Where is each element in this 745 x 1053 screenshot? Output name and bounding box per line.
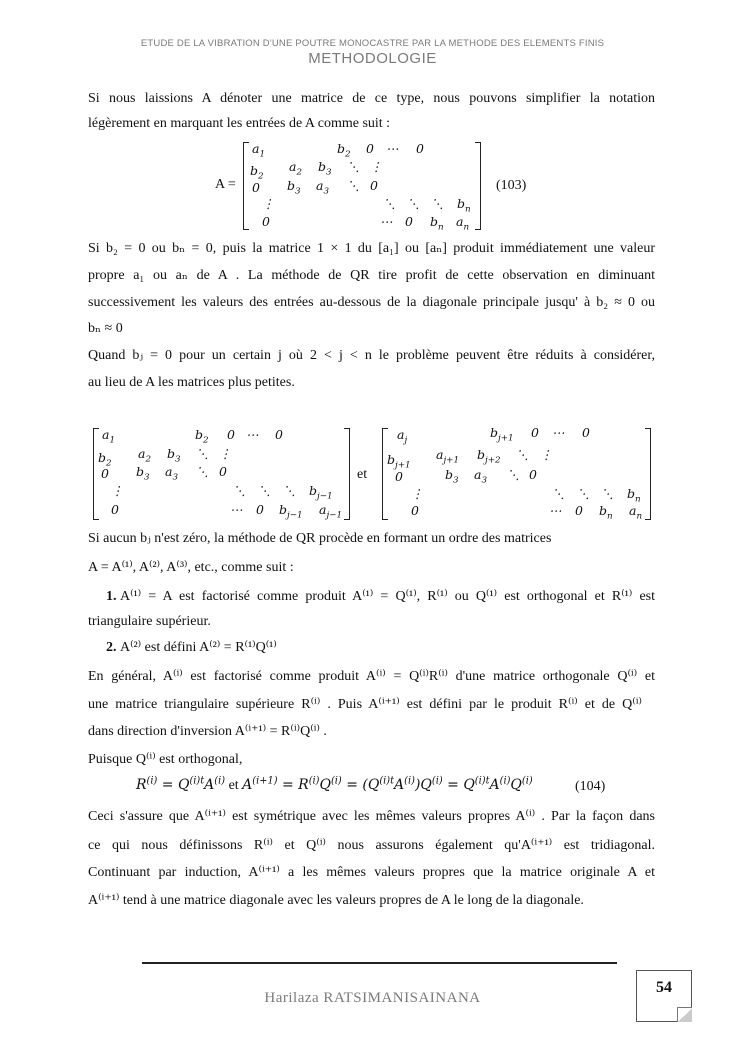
paragraph-line: Puisque Q⁽ⁱ⁾ est orthogonal,	[88, 752, 243, 767]
page-number: 54	[656, 979, 672, 996]
paragraph-line: A = A⁽¹⁾, A⁽²⁾, A⁽³⁾, etc., comme suit :	[88, 560, 294, 575]
paragraph-line: au lieu de A les matrices plus petites.	[88, 375, 295, 390]
matrix-bracket-right	[475, 142, 481, 230]
paragraph-line: Si b₂ = 0 ou bₙ = 0, puis la matrice 1 × 1 du [a₁] ou [aₙ] produit immédiatement une valeur	[88, 241, 655, 256]
paragraph-line: bₙ ≈ 0	[88, 321, 123, 336]
matrix-bracket-left	[93, 428, 99, 520]
matrix-bracket-left	[382, 428, 388, 520]
paragraph-line: Si nous laissions A dénoter une matrice de ce type, nous pouvons simplifier la notation	[88, 91, 655, 106]
paragraph-line: Si aucun bⱼ n'est zéro, la méthode de QR procède en formant un ordre des matrices	[88, 531, 552, 546]
list-item: triangulaire supérieur.	[88, 614, 211, 629]
matrix-bracket-left	[243, 142, 249, 230]
paragraph-line: Quand bⱼ = 0 pour un certain j où 2 < j < n le problème peuvent être réduits à considérer,	[88, 348, 655, 363]
equation-104: $R^{(i)} = Q^{(i)t}A^{(i)}$ et $A^{(i+1)} = R^{(i)}Q^{(i)} = (Q^{(i)t}A^{(i)})Q^{(i)} = Q^{(i)t}A^{(i)}Q^{(i)}$	[136, 775, 533, 793]
equation-number: (104)	[575, 779, 606, 794]
matrix-bracket-right	[645, 428, 651, 520]
paragraph-line: successivement les valeurs des entrées au-dessous de la diagonale principale jusqu' à b₂ ≈ 0 ou	[88, 295, 655, 310]
paragraph-line: A⁽ⁱ⁺¹⁾ tend à une matrice diagonale avec les valeurs propres de A le long de la diagonale.	[88, 893, 584, 908]
paragraph-line: Continuant par induction, A⁽ⁱ⁺¹⁾ a les mêmes valeurs propres que la matrice originale A et	[88, 865, 655, 880]
paragraph-line: propre a₁ ou aₙ de A . La méthode de QR tire profit de cette observation en diminuant	[88, 268, 655, 283]
page-number-box	[636, 970, 692, 1022]
footer-rule	[142, 962, 617, 964]
equation-number: (103)	[496, 178, 527, 193]
paragraph-line: dans direction d'inversion A⁽ⁱ⁺¹⁾ = R⁽ⁱ⁾Q⁽ⁱ⁾ .	[88, 724, 327, 739]
matrix-bracket-right	[344, 428, 350, 520]
page-curl	[677, 1007, 692, 1022]
running-header: ETUDE DE LA VIBRATION D'UNE POUTRE MONOCASTRE PAR LA METHODE DES ELEMENTS FINIS	[140, 38, 605, 49]
list-number: 1.	[106, 589, 117, 604]
paragraph-line: Ceci s'assure que A⁽ⁱ⁺¹⁾ est symétrique avec les mêmes valeurs propres A⁽ⁱ⁾ . Par la façon dans	[88, 809, 655, 824]
conjunction: et	[357, 467, 368, 482]
paragraph-line: En général, A⁽ⁱ⁾ est factorisé comme produit A⁽ⁱ⁾ = Q⁽ⁱ⁾R⁽ⁱ⁾ d'une matrice orthogonale Q⁽ⁱ⁾ et	[88, 669, 655, 684]
author-name: Harilaza RATSIMANISAINANA	[264, 990, 481, 1006]
list-item: A⁽¹⁾ = A est factorisé comme produit A⁽¹⁾ = Q⁽¹⁾, R⁽¹⁾ ou Q⁽¹⁾ est orthogonal et R⁽¹⁾ est	[120, 589, 655, 604]
section-title: METHODOLOGIE	[308, 50, 437, 67]
list-number: 2.	[106, 640, 117, 655]
equation-lhs: A =	[215, 177, 236, 192]
paragraph-line: légèrement en marquant les entrées de A comme suit :	[88, 116, 391, 131]
paragraph-line: une matrice triangulaire supérieure R⁽ⁱ⁾ . Puis A⁽ⁱ⁺¹⁾ est défini par le produit R⁽ⁱ⁾ et de Q⁽ⁱ⁾	[88, 697, 642, 712]
paragraph-line: ce qui nous définissons R⁽ⁱ⁾ et Q⁽ⁱ⁾ nous assurons également qu'A⁽ⁱ⁺¹⁾ est tridiagonal.	[88, 838, 655, 853]
list-item: A⁽²⁾ est défini A⁽²⁾ = R⁽¹⁾Q⁽¹⁾	[120, 640, 277, 655]
